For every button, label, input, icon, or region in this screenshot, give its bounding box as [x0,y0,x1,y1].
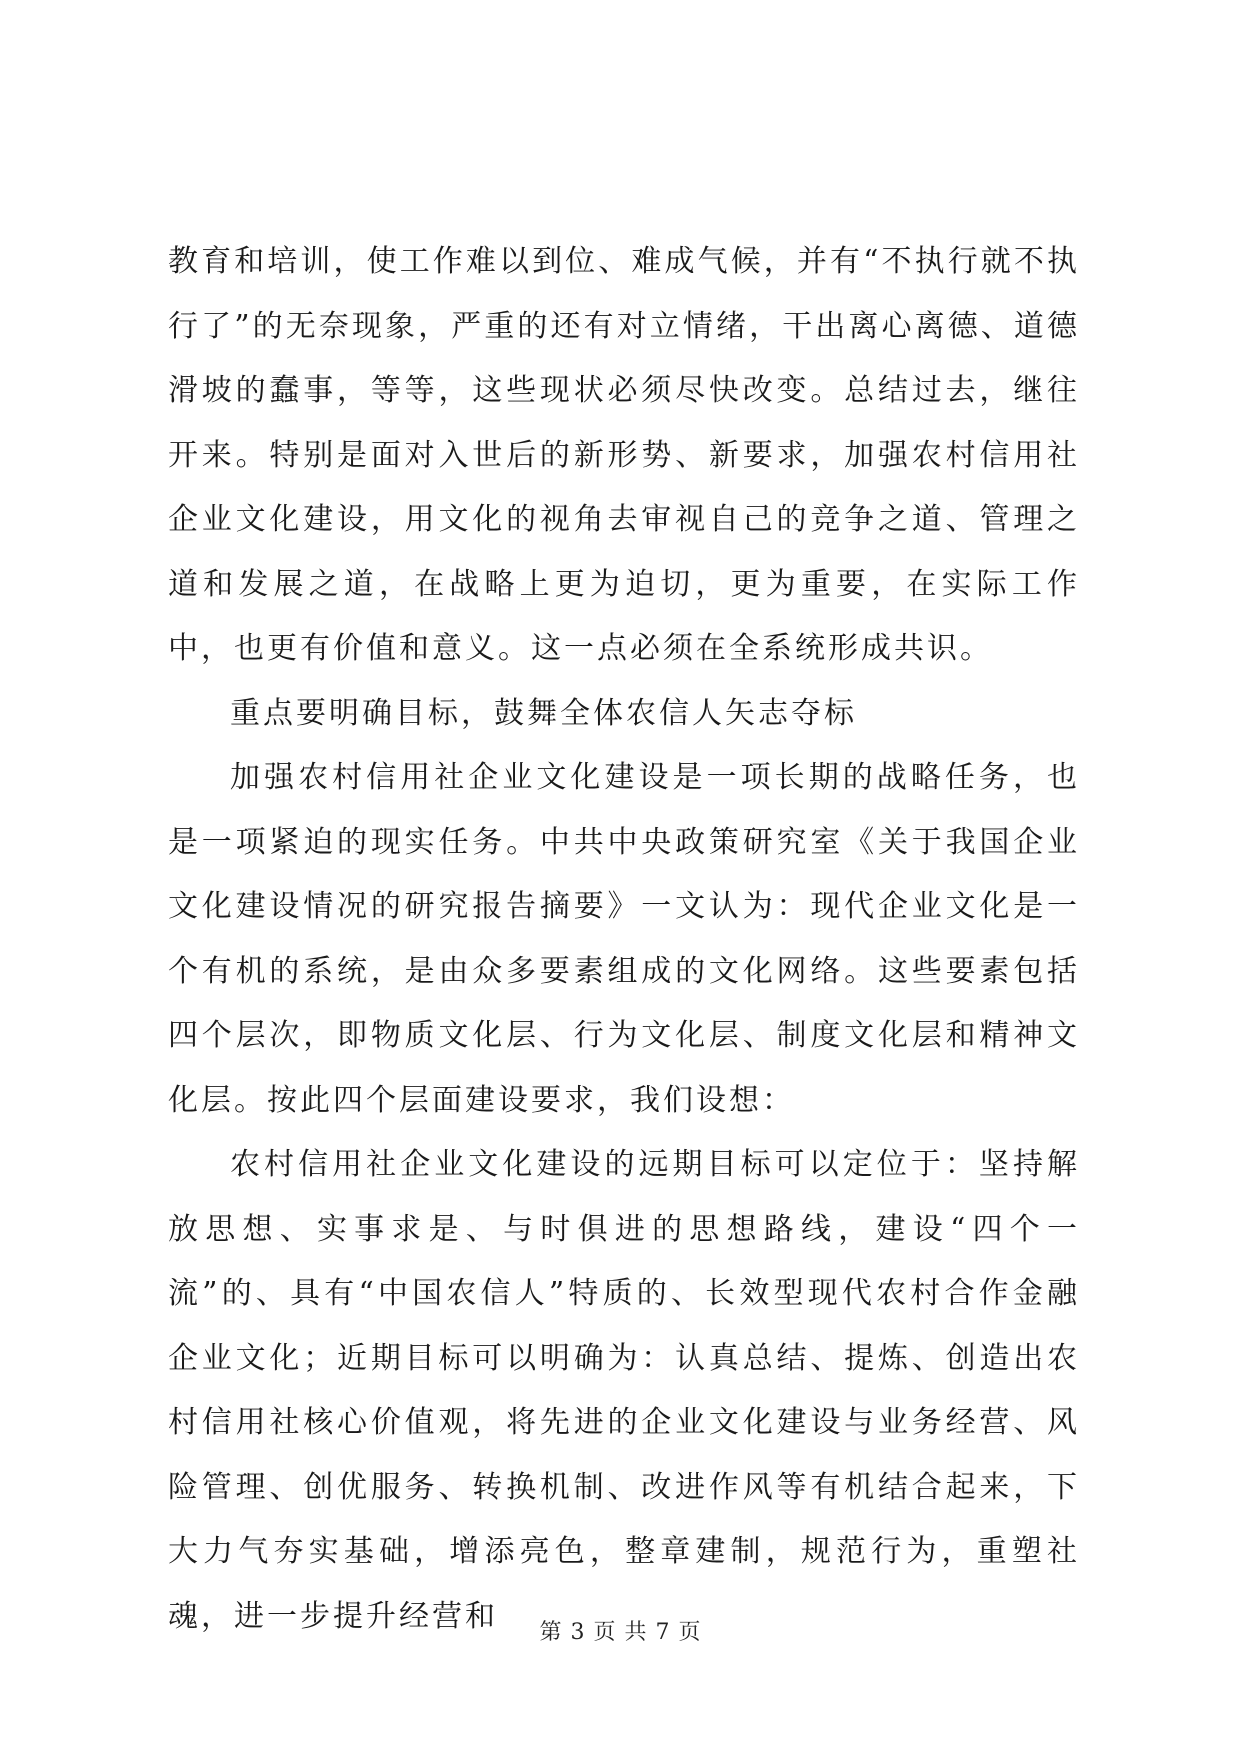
paragraph-2: 加强农村信用社企业文化建设是一项长期的战略任务，也是一项紧迫的现实任务。中共中央政策研究室《关于我国企业文化建设情况的研究报告摘要》一文认为：现代企业文化是一个有机的系统，是由众多要素组成的文化网络。这些要素包括四个层次，即物质文化层、行为文化层、制度文化层和精神文化层。按此四个层面建设要求，我们设想： [168,760,1080,1118]
section-heading: 重点要明确目标，鼓舞全体农信人矢志夺标 [230,695,857,731]
document-body [168,230,1080,1649]
paragraph-1: 教育和培训，使工作难以到位、难成气候，并有“不执行就不执行了”的无奈现象，严重的还有对立情绪，干出离心离德、道德滑坡的蠢事，等等，这些现状必须尽快改变。总结过去，继往开来。特别是面对入世后的新形势、新要求，加强农村信用社企业文化建设，用文化的视角去审视自己的竞争之道、管理之道和发展之道，在战略上更为迫切，更为重要，在实际工作中，也更有价值和意义。这一点必须在全系统形成共识。 [168,244,1080,666]
paragraph-3: 农村信用社企业文化建设的远期目标可以定位于：坚持解放思想、实事求是、与时俱进的思想路线，建设“四个一流”的、具有“中国农信人”特质的、长效型现代农村合作金融企业文化；近期目标可以明确为：认真总结、提炼、创造出农村信用社核心价值观，将先进的企业文化建设与业务经营、风险管理、创优服务、转换机制、改进作风等有机结合起来，下大力气夯实基础，增添亮色，整章建制，规范行为，重塑社魂，进一步提升经营和 [168,1147,1080,1634]
page-number-footer: 第 3 页 共 7 页 [539,1620,702,1645]
